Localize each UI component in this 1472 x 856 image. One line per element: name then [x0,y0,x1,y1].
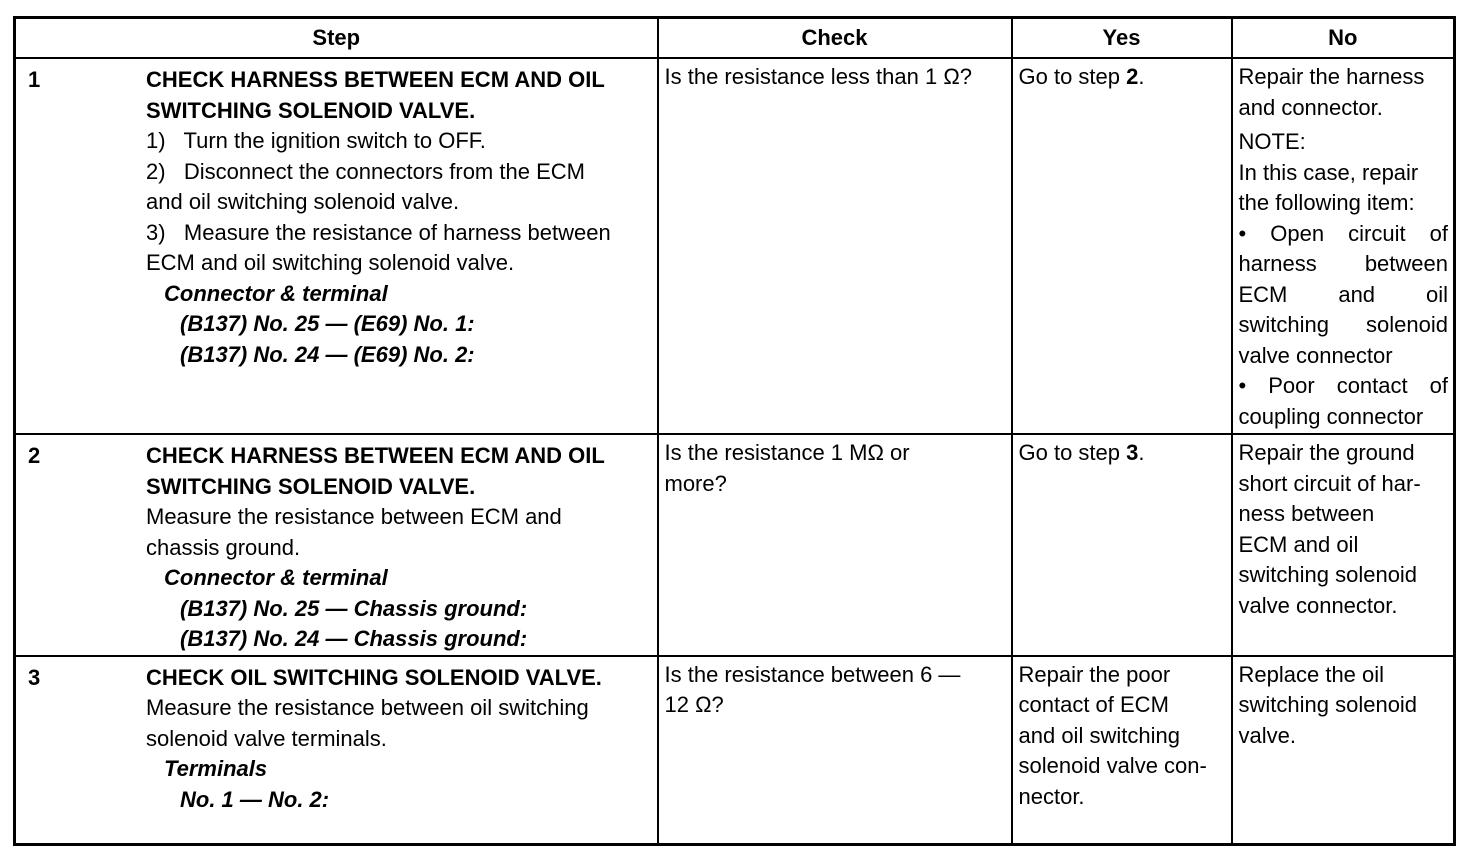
header-no: No [1232,18,1455,59]
yes-cell [1012,434,1232,656]
note-text: switching solenoid [1238,312,1448,337]
connector-terminal: (B137) No. 25 — Chassis ground: [180,595,528,621]
yes-text: Go to step [1018,64,1127,89]
no-text: valve connector. [1238,592,1398,618]
step-instruction: ECM and oil switching solenoid valve. [146,250,515,275]
note-text: In this case, repair [1238,159,1419,185]
yes-suffix: . [1138,64,1145,89]
terminals-heading: Terminals [164,756,268,781]
step-instruction: chassis ground. [146,534,301,560]
note-text: • Open circuit of [1238,220,1448,246]
no-text: Repair the ground [1238,440,1415,465]
yes-step-number: 3 [1126,440,1139,465]
step-number: 2 [28,443,41,468]
step-instruction: solenoid valve terminals. [146,725,387,751]
connector-terminal: (B137) No. 25 — (E69) No. 1: [180,311,475,336]
no-cell [1232,58,1455,434]
no-text: and connector. [1238,94,1383,120]
check-text: Is the resistance 1 MΩ or [664,440,910,465]
step-title: CHECK OIL SWITCHING SOLENOID VALVE. [146,664,602,690]
step-body [146,660,652,816]
header-yes: Yes [1012,18,1232,59]
check-cell [658,434,1012,656]
step-instruction: and oil switching solenoid valve. [146,189,460,214]
step-title: CHECK HARNESS BETWEEN ECM AND OIL [146,443,605,468]
connector-heading: Connector & terminal [164,280,388,306]
check-text: Is the resistance between 6 — [664,661,961,687]
yes-text: contact of ECM [1018,692,1169,717]
terminal-pair: No. 1 — No. 2: [180,786,330,812]
note-text: • Poor contact of [1238,373,1448,398]
yes-text: nector. [1018,783,1085,809]
no-cell [1232,656,1455,845]
yes-text: Repair the poor [1018,661,1171,687]
yes-cell [1012,58,1232,434]
note-text: valve connector [1238,342,1393,368]
step-cell [15,656,658,845]
yes-cell [1012,656,1232,845]
step-instruction: 1) Turn the ignition switch to OFF. [146,128,486,153]
table-row [15,434,1455,656]
step-body [146,438,652,655]
step-instruction: Measure the resistance between oil switching [146,695,589,720]
step-number: 1 [28,67,41,92]
step-cell [15,58,658,434]
step-title: CHECK HARNESS BETWEEN ECM AND OIL [146,67,605,92]
check-cell [658,58,1012,434]
table-row [15,58,1455,434]
connector-terminal: (B137) No. 24 — (E69) No. 2: [180,341,475,367]
step-instruction: 2) Disconnect the connectors from the ECM [146,158,585,184]
step-cell [15,434,658,656]
yes-text: and oil switching [1018,722,1180,748]
no-text: valve. [1238,722,1296,748]
note-text: coupling connector [1238,403,1424,429]
note-text: harness between [1238,251,1448,276]
check-text: Is the resistance less than 1 Ω? [664,64,972,89]
step-title: SWITCHING SOLENOID VALVE. [146,97,476,123]
no-cell [1232,434,1455,656]
yes-text: Go to step [1018,440,1127,465]
no-text: Repair the harness [1238,64,1425,89]
note-label: NOTE: [1238,129,1306,154]
check-cell [658,656,1012,845]
no-text: ness between [1238,501,1375,526]
step-instruction: 3) Measure the resistance of harness between [146,219,611,245]
note-text: ECM and oil [1238,281,1448,307]
connector-terminal: (B137) No. 24 — Chassis ground: [180,626,528,651]
step-title: SWITCHING SOLENOID VALVE. [146,473,476,499]
check-text: more? [664,470,727,496]
no-text: switching solenoid [1238,692,1418,717]
header-check: Check [658,18,1012,59]
header-step: Step [15,18,658,59]
no-text: Replace the oil [1238,661,1385,687]
table-row [15,656,1455,845]
header-row [15,18,1455,59]
yes-step-number: 2 [1126,64,1139,89]
check-text: 12 Ω? [664,692,724,717]
step-instruction: Measure the resistance between ECM and [146,504,562,529]
connector-heading: Connector & terminal [164,565,388,590]
step-number: 3 [28,664,41,690]
yes-suffix: . [1138,440,1145,465]
no-text: ECM and oil [1238,531,1359,557]
diagnostic-table [13,16,1456,846]
no-text: short circuit of har- [1238,470,1421,496]
step-body [146,62,652,370]
note-text: the following item: [1238,190,1415,215]
no-text: switching solenoid [1238,562,1418,587]
yes-text: solenoid valve con- [1018,753,1207,778]
